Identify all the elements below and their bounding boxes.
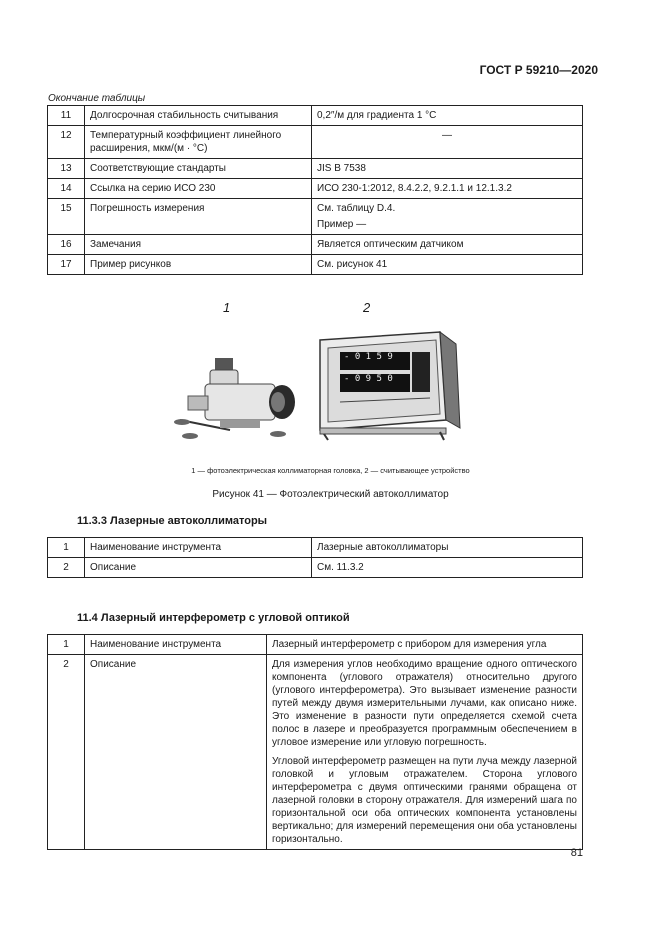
row-number: 13 bbox=[48, 159, 85, 179]
row-number: 12 bbox=[48, 126, 85, 159]
table-row bbox=[48, 538, 583, 558]
row-value: ИСО 230-1:2012, 8.4.2.2, 9.2.1.1 и 12.1.3.2 bbox=[312, 179, 583, 199]
parameters-table bbox=[47, 105, 583, 275]
table-row bbox=[48, 655, 583, 850]
readout-unit-drawing bbox=[320, 332, 460, 440]
row-value bbox=[312, 199, 583, 235]
section-heading-11-4: 11.4 Лазерный интерферометр с угловой оптикой bbox=[77, 612, 350, 624]
row-number: 1 bbox=[48, 538, 85, 558]
standard-header: ГОСТ Р 59210—2020 bbox=[479, 63, 598, 77]
page-number: 81 bbox=[570, 847, 583, 859]
row-parameter: Описание bbox=[85, 655, 267, 850]
row-value: 0,2″/м для градиента 1 °С bbox=[312, 106, 583, 126]
collimator-head-drawing bbox=[174, 358, 295, 439]
figure-label-1: 1 bbox=[223, 300, 231, 315]
figure-caption: Рисунок 41 — Фотоэлектрический автоколлиматор bbox=[212, 489, 449, 500]
dash-value: — bbox=[442, 130, 452, 141]
table-row bbox=[48, 558, 583, 578]
table-row bbox=[48, 235, 583, 255]
row-parameter: Долгосрочная стабильность считывания bbox=[85, 106, 312, 126]
row-parameter: Ссылка на серию ИСО 230 bbox=[85, 179, 312, 199]
row-number: 1 bbox=[48, 635, 85, 655]
row-number: 14 bbox=[48, 179, 85, 199]
description-paragraph: Угловой интерферометр размещен на пути луча между лазерной головкой и угловым отражателем. Сторона углового интерферометра с двумя оптическими гранями обращена от лазерной головки в сторону отражателя. Для измерений шага по горизонтальной оси оба оптических компонента установлены вертикально; для измерений перемещения они оба установлены горизонтально. bbox=[272, 756, 577, 845]
row-number: 15 bbox=[48, 199, 85, 235]
laser-interferometer-table bbox=[47, 634, 583, 850]
example-line: Пример — bbox=[317, 219, 367, 230]
figure-label-2: 2 bbox=[363, 300, 371, 315]
table-row bbox=[48, 106, 583, 126]
table-row bbox=[48, 199, 583, 235]
table-row bbox=[48, 635, 583, 655]
table-continuation-caption: Окончание таблицы bbox=[48, 93, 146, 104]
row-value: См. рисунок 41 bbox=[312, 255, 583, 275]
row-value bbox=[312, 126, 583, 159]
table-row bbox=[48, 159, 583, 179]
row-value: См. 11.3.2 bbox=[312, 558, 583, 578]
row-parameter: Наименование инструмента bbox=[85, 635, 267, 655]
table-row bbox=[48, 126, 583, 159]
description-paragraph: Для измерения углов необходимо вращение одного оптического компонента (углового отражателя) относительно другого (углового интерферометра). Это вызывает изменение разности путей между двумя измерительными лучами, как описано ниже. Это изменение в разности пути определяется схемой счета полос в лазере и преобразуется программным обеспечением в угловое измерение или угловую погрешность. bbox=[272, 659, 577, 748]
figure-legend: 1 — фотоэлектрическая коллиматорная головка, 2 — считывающее устройство bbox=[191, 466, 470, 475]
row-parameter: Пример рисунков bbox=[85, 255, 312, 275]
row-value: JIS В 7538 bbox=[312, 159, 583, 179]
row-parameter: Соответствующие стандарты bbox=[85, 159, 312, 179]
row-number: 16 bbox=[48, 235, 85, 255]
row-parameter: Наименование инструмента bbox=[85, 538, 312, 558]
row-value: Является оптическим датчиком bbox=[312, 235, 583, 255]
row-description bbox=[267, 655, 583, 850]
row-parameter: Погрешность измерения bbox=[85, 199, 312, 235]
section-heading-11-3-3: 11.3.3 Лазерные автоколлиматоры bbox=[77, 515, 268, 527]
display-bottom: - 0 9 5 0 bbox=[344, 374, 393, 384]
row-parameter: Описание bbox=[85, 558, 312, 578]
row-parameter: Замечания bbox=[85, 235, 312, 255]
display-top: - 0 1 5 9 bbox=[344, 352, 393, 362]
table-row bbox=[48, 179, 583, 199]
value-line: См. таблицу D.4. bbox=[317, 203, 396, 214]
row-number: 2 bbox=[48, 655, 85, 850]
row-number: 17 bbox=[48, 255, 85, 275]
row-value: Лазерный интерферометр с прибором для измерения угла bbox=[267, 635, 583, 655]
row-number: 2 bbox=[48, 558, 85, 578]
autocollimator-figure bbox=[160, 300, 480, 450]
laser-autocollimators-table bbox=[47, 537, 583, 578]
table-row bbox=[48, 255, 583, 275]
row-value: Лазерные автоколлиматоры bbox=[312, 538, 583, 558]
row-parameter: Температурный коэффициент линейного расширения, мкм/(м · °С) bbox=[85, 126, 312, 159]
row-number: 11 bbox=[48, 106, 85, 126]
autocollimator-illustration bbox=[160, 318, 480, 450]
